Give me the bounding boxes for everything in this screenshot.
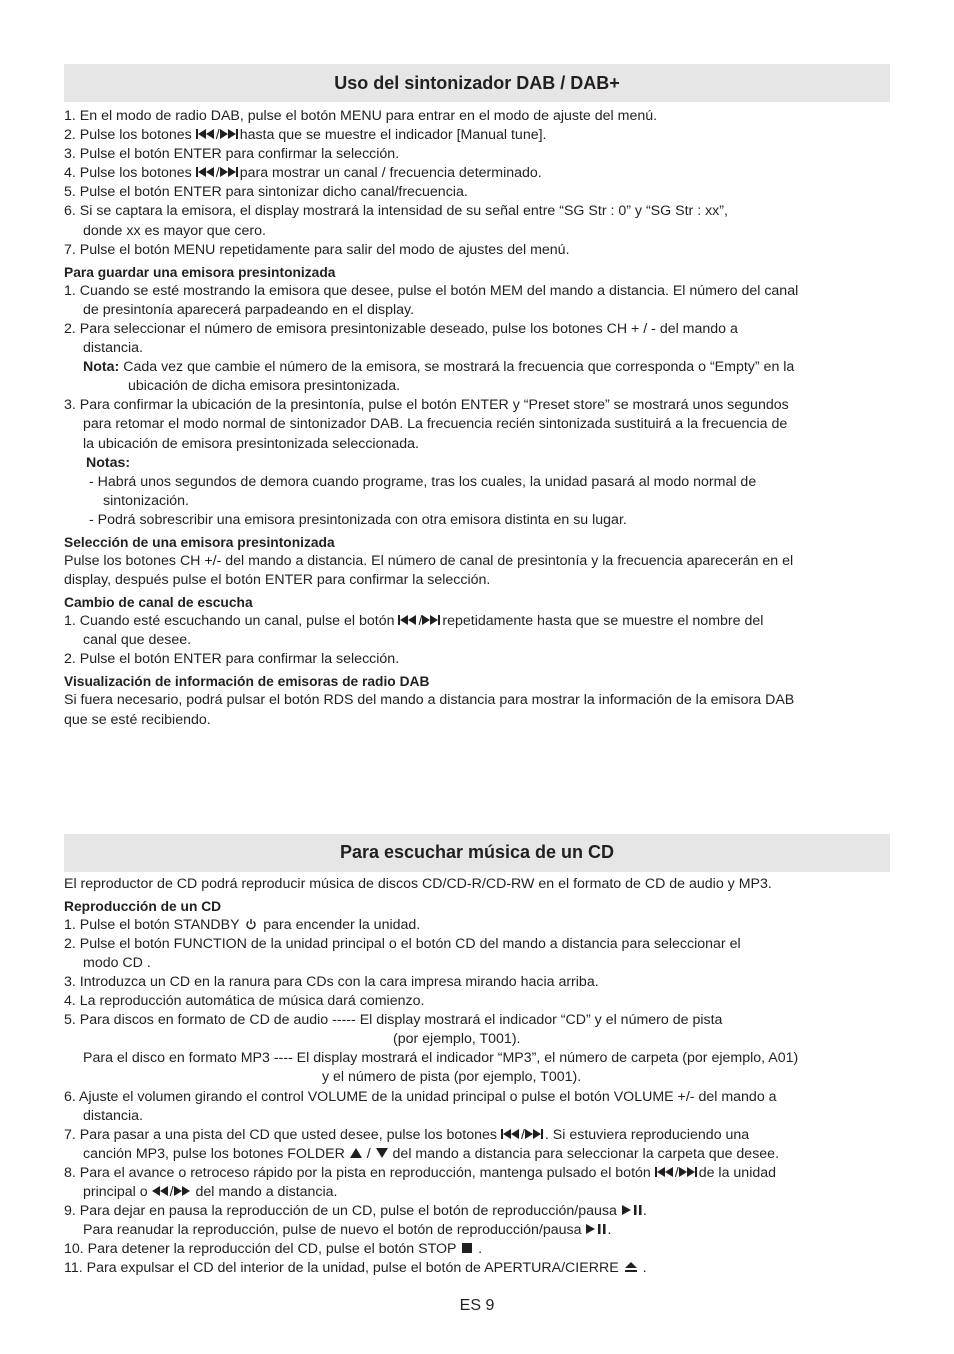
preset-store-line: distancia.	[83, 340, 143, 357]
skip-next-icon	[422, 614, 442, 626]
preset-store-line: - Podrá sobrescribir una emisora presintonizada con otra emisora distinta en su lugar.	[89, 511, 627, 528]
subheading-preset-select: Selección de una emisora presintonizada	[64, 534, 335, 550]
cd-step-5-cont: (por ejemplo, T001).	[393, 1031, 521, 1048]
page-number: ES 9	[459, 1297, 495, 1314]
preset-store-line: sintonización.	[103, 492, 189, 509]
power-icon	[243, 918, 259, 930]
section-title-cd: Para escuchar música de un CD	[339, 842, 615, 863]
rewind-icon	[152, 1185, 170, 1197]
preset-select-line: Pulse los botones CH +/- del mando a distancia. El número de canal de presintonía y la frecuencia aparecerán en el	[64, 552, 794, 569]
cd-step-8: 8. Para el avance o retroceso rápido por la pista en reproducción, mantenga pulsado el botón / de la unidad	[64, 1164, 777, 1181]
preset-store-line: 2. Para seleccionar el número de emisora presintonizable deseado, pulse los botones CH + / - del mando a	[64, 320, 738, 337]
channel-change-line: 2. Pulse el botón ENTER para confirmar la selección.	[64, 651, 400, 668]
skip-prev-icon	[655, 1166, 675, 1178]
subheading-channel-change: Cambio de canal de escucha	[64, 595, 253, 611]
cd-step-2-cont: modo CD .	[83, 954, 151, 971]
fast-forward-icon	[174, 1185, 192, 1197]
preset-store-notes-label: Notas:	[86, 454, 131, 471]
cd-step-5-mp3: Para el disco en formato MP3 ---- El display mostrará el indicador “MP3”, el número de carpeta (por ejemplo, A01)	[83, 1050, 799, 1067]
cd-step-6: 6. Ajuste el volumen girando el control VOLUME de la unidad principal o pulse el botón VOLUME +/- del mando a	[64, 1088, 777, 1105]
section-header-dab	[64, 64, 890, 102]
subheading-preset-store: Para guardar una emisora presintonizada	[64, 264, 336, 280]
stop-icon	[460, 1242, 474, 1254]
channel-change-line: canal que desee.	[83, 632, 192, 649]
preset-store-line: 1. Cuando se esté mostrando la emisora que desee, pulse el botón MEM del mando a distancia. El número del canal	[64, 282, 799, 299]
preset-store-line: 3. Para confirmar la ubicación de la presintonía, pulse el botón ENTER y “Preset store” se mostrará unos segundos	[64, 397, 789, 414]
arrow-down-icon	[375, 1147, 389, 1159]
preset-store-line: ubicación de dicha emisora presintonizada.	[128, 378, 401, 395]
skip-prev-icon	[196, 166, 216, 178]
cd-step-4: 4. La reproducción automática de música dará comienzo.	[64, 993, 425, 1010]
cd-step-8-cont: principal o / del mando a distancia.	[83, 1184, 338, 1201]
dab-info-line: Si fuera necesario, podrá pulsar el botón RDS del mando a distancia para mostrar la información de la emisora DAB	[64, 692, 795, 709]
skip-prev-icon	[196, 128, 216, 140]
skip-prev-icon	[501, 1128, 521, 1140]
channel-change-line: 1. Cuando esté escuchando un canal, pulse el botón / repetidamente hasta que se muestre el nombre del	[64, 613, 764, 630]
skip-prev-icon	[398, 614, 418, 626]
cd-step-5-mp3-cont: y el número de pista (por ejemplo, T001).	[322, 1069, 582, 1086]
preset-store-line: - Habrá unos segundos de demora cuando programe, tras los cuales, la unidad pasará al modo normal de	[89, 473, 757, 490]
dab-step-4: 4. Pulse los botones / para mostrar un canal / frecuencia determinado.	[64, 165, 542, 182]
manual-page	[64, 64, 890, 1279]
play-pause-icon	[585, 1223, 607, 1235]
preset-store-line: de presintonía aparecerá parpadeando en el display.	[83, 301, 415, 318]
dab-step-2: 2. Pulse los botones / hasta que se muestre el indicador [Manual tune].	[64, 127, 547, 144]
eject-icon	[623, 1261, 639, 1273]
skip-next-icon	[220, 166, 240, 178]
subheading-cd-playback: Reproducción de un CD	[64, 898, 222, 914]
preset-select-line: display, después pulse el botón ENTER para confirmar la selección.	[64, 572, 491, 589]
cd-step-6-cont: distancia.	[83, 1107, 143, 1124]
preset-store-line: la ubicación de emisora presintonizada seleccionada.	[83, 435, 419, 452]
cd-step-9: 9. Para dejar en pausa la reproducción de un CD, pulse el botón de reproducción/pausa .	[64, 1203, 647, 1220]
cd-step-11: 11. Para expulsar el CD del interior de la unidad, pulse el botón de APERTURA/CIERRE .	[64, 1260, 647, 1277]
skip-next-icon	[679, 1166, 699, 1178]
subheading-dab-info: Visualización de información de emisoras de radio DAB	[64, 674, 430, 690]
cd-intro: El reproductor de CD podrá reproducir música de discos CD/CD-R/CD-RW en el formato de CD de audio y MP3.	[64, 875, 772, 892]
dab-step-1: 1. En el modo de radio DAB, pulse el botón MENU para entrar en el modo de ajuste del menú.	[64, 108, 658, 124]
cd-step-7-cont: canción MP3, pulse los botones FOLDER / del mando a distancia para seleccionar la carpeta que desee.	[83, 1145, 780, 1162]
cd-step-5: 5. Para discos en formato de CD de audio ----- El display mostrará el indicador “CD” y el número de pista	[64, 1012, 723, 1029]
preset-store-note: Nota: Cada vez que cambie el número de la emisora, se mostrará la frecuencia que corresponda o “Empty” en la	[83, 359, 795, 376]
dab-step-3: 3. Pulse el botón ENTER para confirmar la selección.	[64, 146, 400, 163]
skip-next-icon	[525, 1128, 545, 1140]
cd-step-2: 2. Pulse el botón FUNCTION de la unidad principal o el botón CD del mando a distancia para seleccionar el	[64, 935, 741, 952]
preset-store-line: para retomar el modo normal de sintonizador DAB. La frecuencia recién sintonizada sustituirá a la frecuencia de	[83, 416, 788, 433]
cd-step-9-cont: Para reanudar la reproducción, pulse de nuevo el botón de reproducción/pausa .	[83, 1222, 612, 1239]
dab-step-6-cont: donde xx es mayor que cero.	[83, 222, 266, 239]
cd-step-10: 10. Para detener la reproducción del CD, pulse el botón STOP .	[64, 1241, 483, 1258]
dab-step-7: 7. Pulse el botón MENU repetidamente para salir del modo de ajustes del menú.	[64, 241, 570, 258]
cd-step-3: 3. Introduzca un CD en la ranura para CDs con la cara impresa mirando hacia arriba.	[64, 974, 599, 990]
skip-next-icon	[220, 128, 240, 140]
dab-info-line: que se esté recibiendo.	[64, 711, 211, 728]
dab-step-5: 5. Pulse el botón ENTER para sintonizar dicho canal/frecuencia.	[64, 184, 468, 201]
section-header-cd	[64, 834, 890, 872]
arrow-up-icon	[349, 1147, 363, 1159]
section-title-dab: Uso del sintonizador DAB / DAB+	[334, 72, 620, 93]
play-pause-icon	[621, 1204, 643, 1216]
cd-step-7: 7. Para pasar a una pista del CD que usted desee, pulse los botones / . Si estuviera reproduciendo una	[64, 1126, 750, 1143]
cd-step-1: 1. Pulse el botón STANDBY para encender la unidad.	[64, 916, 421, 933]
dab-step-6: 6. Si se captara la emisora, el display mostrará la intensidad de su señal entre “SG Str : 0” y “SG Str : xx”,	[64, 203, 728, 220]
